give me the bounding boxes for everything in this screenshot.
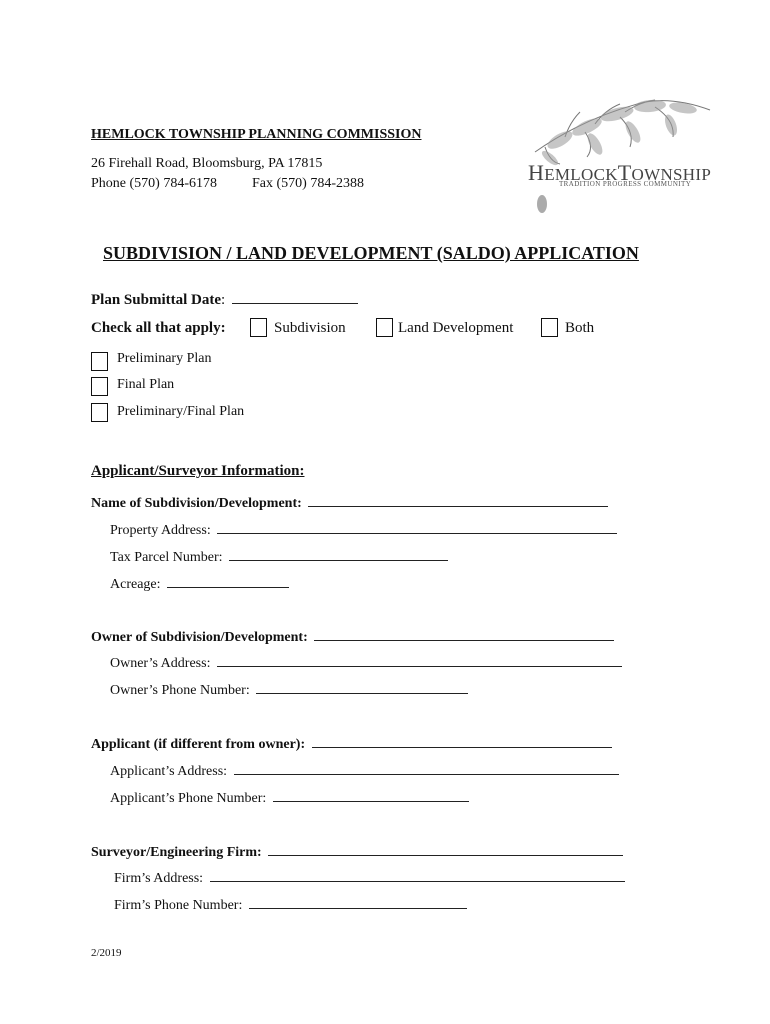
preliminary-final-plan-checkbox[interactable]	[91, 403, 108, 422]
subdivision-name-field[interactable]	[308, 493, 608, 507]
firm-phone-row	[114, 895, 467, 914]
firm-address-row	[114, 868, 625, 887]
footer-date: 2/2019	[91, 947, 122, 959]
section-heading: Applicant/Surveyor Information:	[91, 463, 305, 479]
acreage-row	[110, 574, 289, 593]
logo-name: HEMLOCKTOWNSHIP	[528, 160, 712, 185]
owner-label: Owner of Subdivision/Development:	[91, 630, 308, 645]
firm-address-label: Firm’s Address:	[114, 871, 204, 886]
acreage-label: Acreage:	[110, 577, 161, 592]
applicant-address-label: Applicant’s Address:	[110, 764, 228, 779]
applicant-address-row	[110, 761, 619, 780]
applicant-phone-row	[110, 788, 469, 807]
final-plan-label: Final Plan	[117, 377, 175, 392]
submittal-date-field[interactable]	[232, 290, 358, 304]
owner-field[interactable]	[314, 627, 614, 641]
township-logo	[525, 92, 720, 222]
owner-row	[91, 627, 614, 646]
applicant-phone-label: Applicant’s Phone Number:	[110, 791, 267, 806]
org-phone: Phone (570) 784-6178	[91, 176, 217, 191]
applicant-address-field[interactable]	[234, 761, 619, 775]
land-development-option-label: Land Development	[398, 320, 514, 336]
firm-address-field[interactable]	[210, 868, 625, 882]
subdivision-name-label: Name of Subdivision/Development:	[91, 496, 302, 511]
org-name: HEMLOCK TOWNSHIP PLANNING COMMISSION	[91, 127, 422, 142]
owner-address-label: Owner’s Address:	[110, 656, 211, 671]
applicant-phone-field[interactable]	[273, 788, 469, 802]
firm-label: Surveyor/Engineering Firm:	[91, 845, 262, 860]
tax-parcel-field[interactable]	[229, 547, 448, 561]
owner-phone-label: Owner’s Phone Number:	[110, 683, 250, 698]
preliminary-plan-checkbox[interactable]	[91, 352, 108, 371]
property-address-field[interactable]	[217, 520, 617, 534]
submittal-row: Plan Submittal Date:	[91, 290, 358, 309]
subdivision-option-label: Subdivision	[274, 320, 346, 336]
both-option-label: Both	[565, 320, 595, 336]
owner-address-field[interactable]	[217, 653, 622, 667]
form-title: SUBDIVISION / LAND DEVELOPMENT (SALDO) APPLICATION	[103, 243, 639, 263]
applicant-row	[91, 734, 612, 753]
property-address-label: Property Address:	[110, 523, 211, 538]
property-address-row	[110, 520, 617, 539]
tax-parcel-row	[110, 547, 448, 566]
firm-phone-field[interactable]	[249, 895, 467, 909]
final-plan-checkbox[interactable]	[91, 377, 108, 396]
owner-phone-field[interactable]	[256, 680, 468, 694]
firm-phone-label: Firm’s Phone Number:	[114, 898, 243, 913]
hemlock-branch-icon	[525, 92, 720, 222]
applicant-field[interactable]	[312, 734, 612, 748]
firm-field[interactable]	[268, 842, 623, 856]
preliminary-final-plan-label: Preliminary/Final Plan	[117, 404, 245, 419]
acreage-field[interactable]	[167, 574, 289, 588]
logo-tagline: TRADITION PROGRESS COMMUNITY	[559, 180, 692, 188]
subdivision-checkbox[interactable]	[250, 318, 267, 337]
owner-address-row	[110, 653, 622, 672]
applicant-label: Applicant (if different from owner):	[91, 737, 306, 752]
check-all-label: Check all that apply:	[91, 320, 226, 336]
preliminary-plan-label: Preliminary Plan	[117, 351, 212, 366]
land-development-checkbox[interactable]	[376, 318, 393, 337]
submittal-label: Plan Submittal Date	[91, 292, 222, 308]
owner-phone-row	[110, 680, 468, 699]
tax-parcel-label: Tax Parcel Number:	[110, 550, 223, 565]
firm-row	[91, 842, 623, 861]
org-fax: Fax (570) 784-2388	[252, 176, 364, 191]
subdivision-name-row	[91, 493, 608, 512]
org-address: 26 Firehall Road, Bloomsburg, PA 17815	[91, 156, 323, 171]
both-checkbox[interactable]	[541, 318, 558, 337]
